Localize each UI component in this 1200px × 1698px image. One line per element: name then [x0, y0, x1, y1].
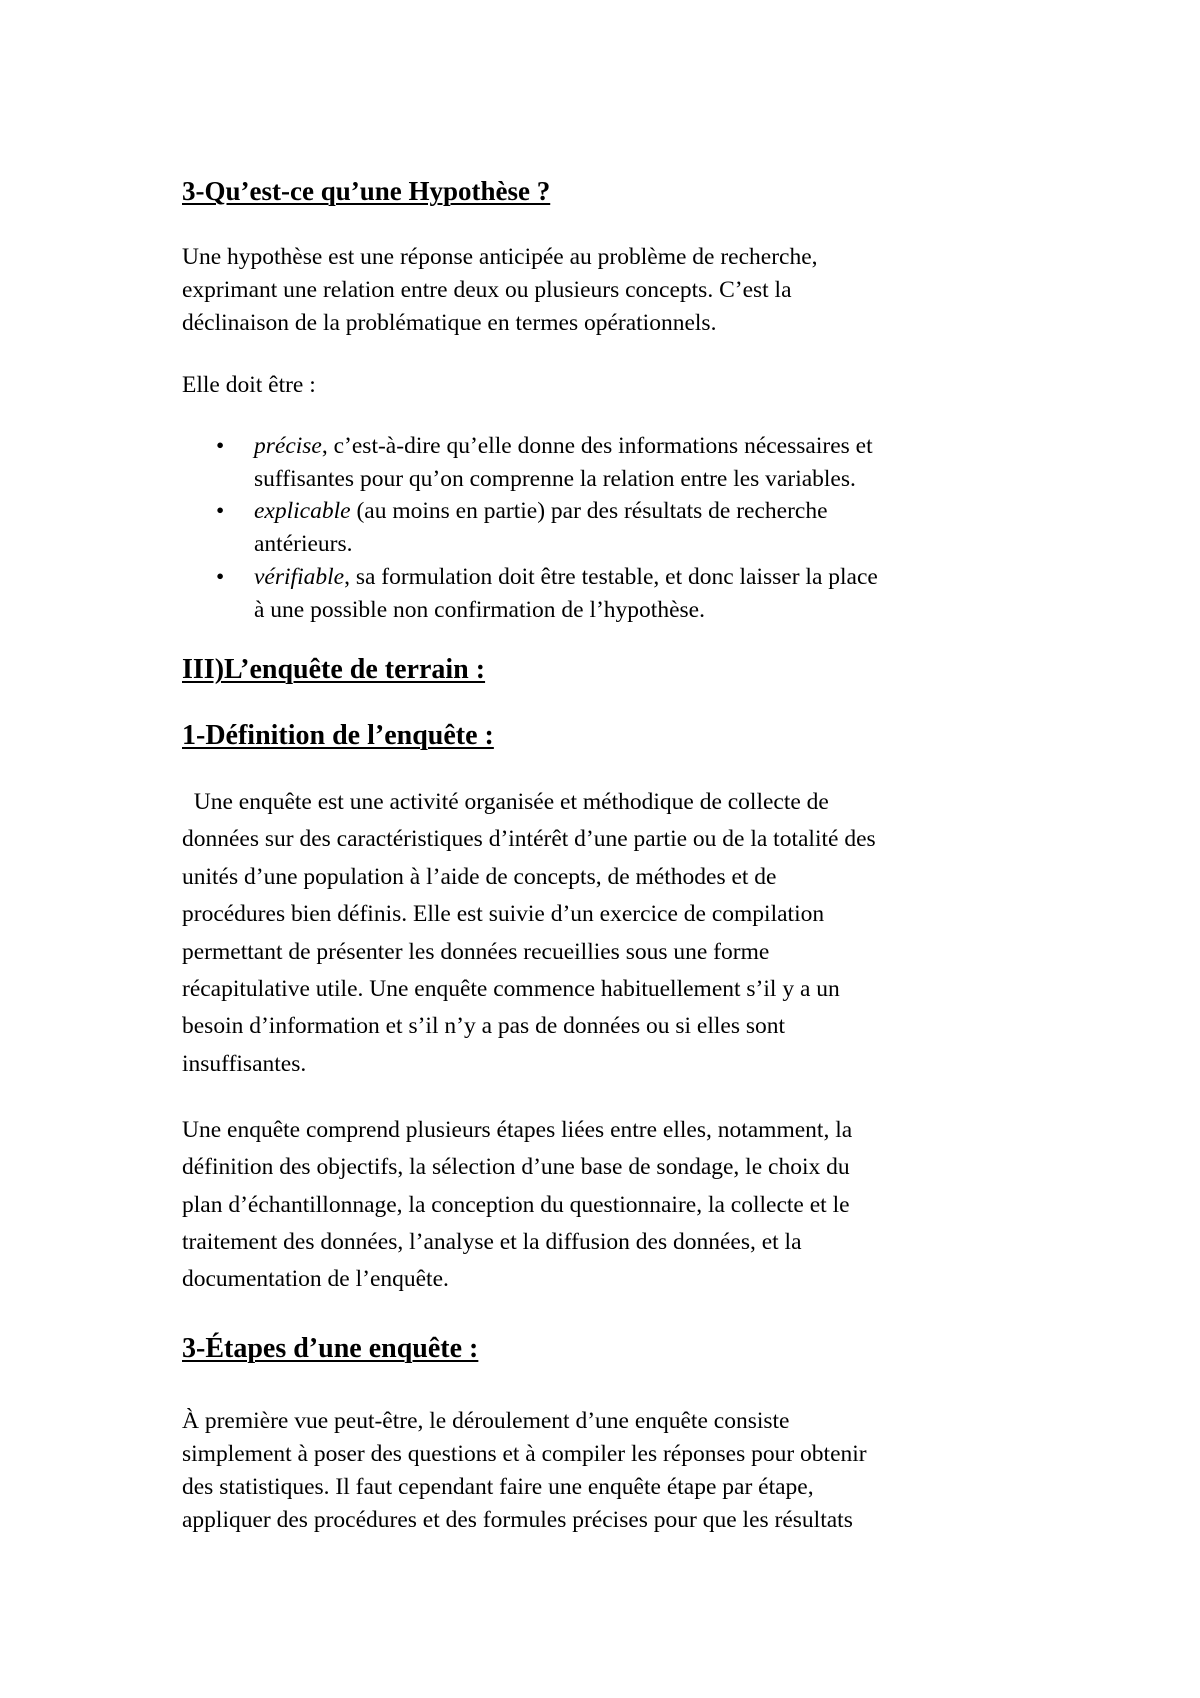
bullet-term: explicable — [254, 498, 351, 524]
bullet-dot: • — [216, 498, 225, 524]
bullet-item-verifiable — [254, 564, 878, 591]
bullet-text: (au moins en partie) par des résultats de recherche — [350, 498, 828, 524]
enquete-terrain-heading: III)L’enquête de terrain : — [182, 654, 486, 685]
definition-heading: 1-Définition de l’enquête : — [182, 720, 494, 751]
hypothese-para-line: exprimant une relation entre deux ou plusieurs concepts. C’est la — [182, 277, 792, 303]
bullet-dot: • — [216, 433, 225, 459]
bullet-term: vérifiable — [254, 564, 345, 590]
definition-para2-line: plan d’échantillonnage, la conception du questionnaire, la collecte et le — [182, 1192, 850, 1218]
etapes-heading: 3-Étapes d’une enquête : — [182, 1333, 479, 1364]
definition-para-line: unités d’une population à l’aide de concepts, de méthodes et de — [182, 864, 777, 890]
bullet-item-precise — [254, 433, 873, 460]
definition-para-line: procédures bien définis. Elle est suivie d’un exercice de compilation — [182, 901, 825, 927]
bullet-text: , sa formulation doit être testable, et donc laisser la place — [344, 564, 878, 590]
definition-para2-line: traitement des données, l’analyse et la diffusion des données, et la — [182, 1229, 802, 1255]
definition-para2-line: définition des objectifs, la sélection d’une base de sondage, le choix du — [182, 1154, 850, 1180]
criteria-intro: Elle doit être : — [182, 372, 316, 398]
definition-para-line: données sur des caractéristiques d’intérêt d’une partie ou de la totalité des — [182, 826, 876, 852]
definition-para-line: Une enquête est une activité organisée et méthodique de collecte de — [182, 789, 829, 815]
definition-para-line: récapitulative utile. Une enquête commence habituellement s’il y a un — [182, 976, 840, 1002]
definition-para-line: permettant de présenter les données recueillies sous une forme — [182, 939, 770, 965]
etapes-para-line: appliquer des procédures et des formules précises pour que les résultats — [182, 1507, 853, 1533]
hypothese-para-line: déclinaison de la problématique en termes opérationnels. — [182, 310, 717, 336]
definition-para-line: insuffisantes. — [182, 1051, 307, 1077]
bullet-continuation: antérieurs. — [254, 531, 353, 557]
etapes-para-line: simplement à poser des questions et à compiler les réponses pour obtenir — [182, 1441, 867, 1467]
definition-para-line: besoin d’information et s’il n’y a pas de données ou si elles sont — [182, 1013, 786, 1039]
bullet-term: précise — [254, 433, 322, 459]
bullet-continuation: à une possible non confirmation de l’hypothèse. — [254, 597, 705, 623]
definition-para2-line: documentation de l’enquête. — [182, 1266, 449, 1292]
etapes-para-line: À première vue peut-être, le déroulement d’une enquête consiste — [182, 1408, 790, 1434]
bullet-dot: • — [216, 564, 225, 590]
hypothese-para-line: Une hypothèse est une réponse anticipée au problème de recherche, — [182, 244, 818, 270]
hypothese-heading: 3-Qu’est-ce qu’une Hypothèse ? — [182, 176, 551, 206]
definition-para2-line: Une enquête comprend plusieurs étapes liées entre elles, notamment, la — [182, 1117, 853, 1143]
etapes-para-line: des statistiques. Il faut cependant faire une enquête étape par étape, — [182, 1474, 814, 1500]
bullet-continuation: suffisantes pour qu’on comprenne la relation entre les variables. — [254, 466, 856, 492]
bullet-item-explicable — [254, 498, 828, 525]
bullet-text: , c’est-à-dire qu’elle donne des informations nécessaires et — [321, 433, 873, 459]
